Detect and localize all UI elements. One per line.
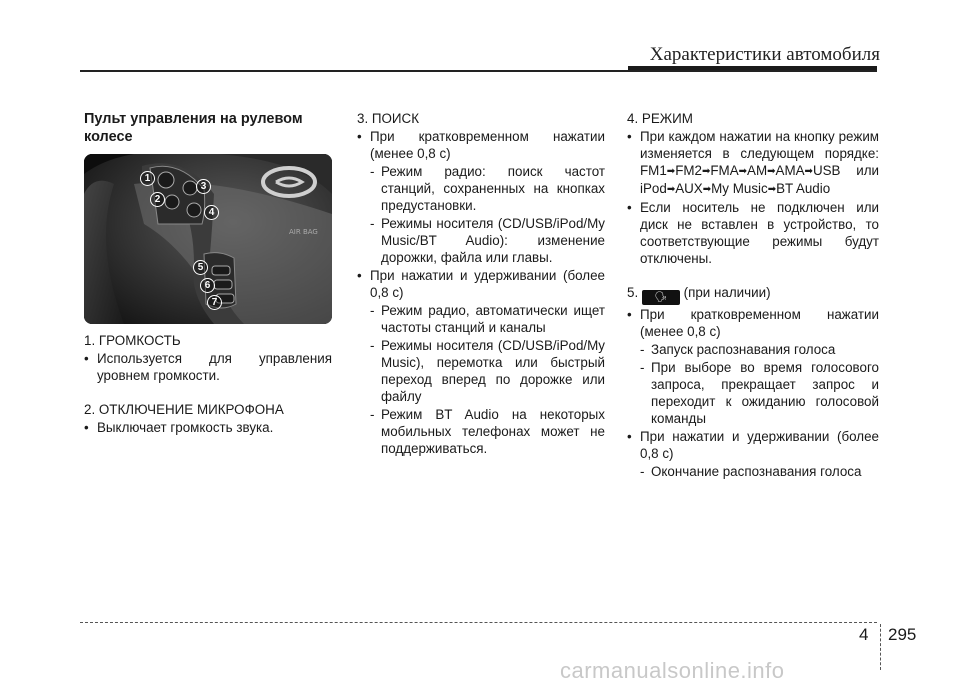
callout-3: 3 bbox=[196, 179, 211, 194]
voice-recognition-icon: 🗣 bbox=[642, 290, 680, 305]
mode-item: FM1 bbox=[640, 163, 667, 178]
header-title: Характеристики автомобиля bbox=[649, 44, 880, 65]
mode-item: BT Audio bbox=[776, 181, 831, 196]
item-1-bullet: • Используется для управления уровнем громкости. bbox=[84, 350, 332, 384]
mode-arrow-icon: ➡ bbox=[666, 166, 676, 177]
item-4-title: 4. РЕЖИМ bbox=[627, 111, 693, 126]
section-heading: Пульт управления на рулевом колесе bbox=[84, 111, 303, 145]
mode-item: AM bbox=[747, 163, 768, 178]
item-3-dash-radio: - Режим радио: поиск частот станций, сохраненных на кнопках предустановки. bbox=[357, 163, 605, 214]
mode-item: My Music bbox=[711, 181, 768, 196]
mode-arrow-icon: ➡ bbox=[701, 166, 711, 177]
item-3-dash-bt-note: - Режим BT Audio на некоторых мобильных телефонах может не поддерживаться. bbox=[357, 406, 605, 457]
item-5-dash-end: - Окончание распознавания голоса bbox=[627, 463, 879, 480]
column-2 bbox=[357, 110, 605, 458]
callout-7: 7 bbox=[207, 295, 222, 310]
callout-6: 6 bbox=[200, 278, 215, 293]
item-5-bullet-long-press: • При нажатии и удерживании (более 0,8 с) bbox=[627, 428, 879, 462]
item-3-bullet-long-press: • При нажатии и удерживании (более 0,8 с) bbox=[357, 267, 605, 301]
svg-text:AIR BAG: AIR BAG bbox=[289, 228, 318, 236]
column-3 bbox=[627, 110, 879, 481]
item-4-modes-intro: При каждом нажатии на кнопку режим изменяется в следующем порядке: bbox=[640, 129, 879, 161]
mode-item: USB или iPod bbox=[640, 163, 879, 196]
item-5-number: 5. bbox=[627, 285, 639, 300]
item-2-title: 2. ОТКЛЮЧЕНИЕ МИКРОФОНА bbox=[84, 402, 284, 417]
mode-arrow-icon: ➡ bbox=[738, 166, 748, 177]
mode-arrow-icon: ➡ bbox=[666, 184, 676, 195]
page-number: 295 bbox=[888, 625, 917, 644]
mode-arrow-icon: ➡ bbox=[767, 184, 777, 195]
callout-1: 1 bbox=[140, 171, 155, 186]
item-5-bullet-short-press: • При кратковременном нажатии (менее 0,8 с) bbox=[627, 306, 879, 340]
item-3-dash-radio-auto: - Режим радио, автоматически ищет частоты станций и каналы bbox=[357, 302, 605, 336]
mode-item: AMA bbox=[775, 163, 805, 178]
mode-arrow-icon: ➡ bbox=[702, 184, 712, 195]
item-5-dash-start: - Запуск распознавания голоса bbox=[627, 341, 879, 358]
item-3-dash-media: - Режимы носителя (CD/USB/iPod/My Music/BT Audio): изменение дорожки, файла или главы. bbox=[357, 215, 605, 266]
footer-rule bbox=[80, 622, 877, 623]
callout-4: 4 bbox=[204, 205, 219, 220]
mode-item: FM2 bbox=[675, 163, 702, 178]
mode-arrow-icon: ➡ bbox=[767, 166, 776, 177]
mode-arrow-icon: ➡ bbox=[804, 166, 813, 177]
footer-separator bbox=[880, 624, 881, 670]
item-5-dash-interrupt: - При выборе во время голосового запроса, прекращает запрос и переходит к ожиданию голосовой команды bbox=[627, 359, 879, 427]
mode-item: FMA bbox=[710, 163, 739, 178]
item-5-note: (при наличии) bbox=[683, 285, 771, 300]
item-4-bullet-no-media: • Если носитель не подключен или диск не вставлен в устройство, то соответствующие режимы будут отключены. bbox=[627, 199, 879, 267]
watermark: carmanualsonline.info bbox=[560, 658, 785, 683]
mode-sequence bbox=[640, 163, 879, 196]
header-rule bbox=[80, 70, 877, 72]
item-3-bullet-short-press: • При кратковременном нажатии (менее 0,8 с) bbox=[357, 128, 605, 162]
item-4-bullet-modes bbox=[627, 128, 879, 198]
item-1-title: 1. ГРОМКОСТЬ bbox=[84, 333, 181, 348]
column-1 bbox=[84, 110, 332, 437]
item-2-bullet: • Выключает громкость звука. bbox=[84, 419, 332, 436]
item-3-dash-media-seek: - Режимы носителя (CD/USB/iPod/My Music), перемотка или быстрый переход вперед по дорожке или файлу bbox=[357, 337, 605, 405]
callout-5: 5 bbox=[193, 260, 208, 275]
mode-item: AUX bbox=[675, 181, 703, 196]
item-5-title bbox=[627, 284, 879, 305]
item-3-title: 3. ПОИСК bbox=[357, 111, 420, 126]
callout-2: 2 bbox=[150, 192, 165, 207]
chapter-number: 4 bbox=[859, 625, 869, 644]
